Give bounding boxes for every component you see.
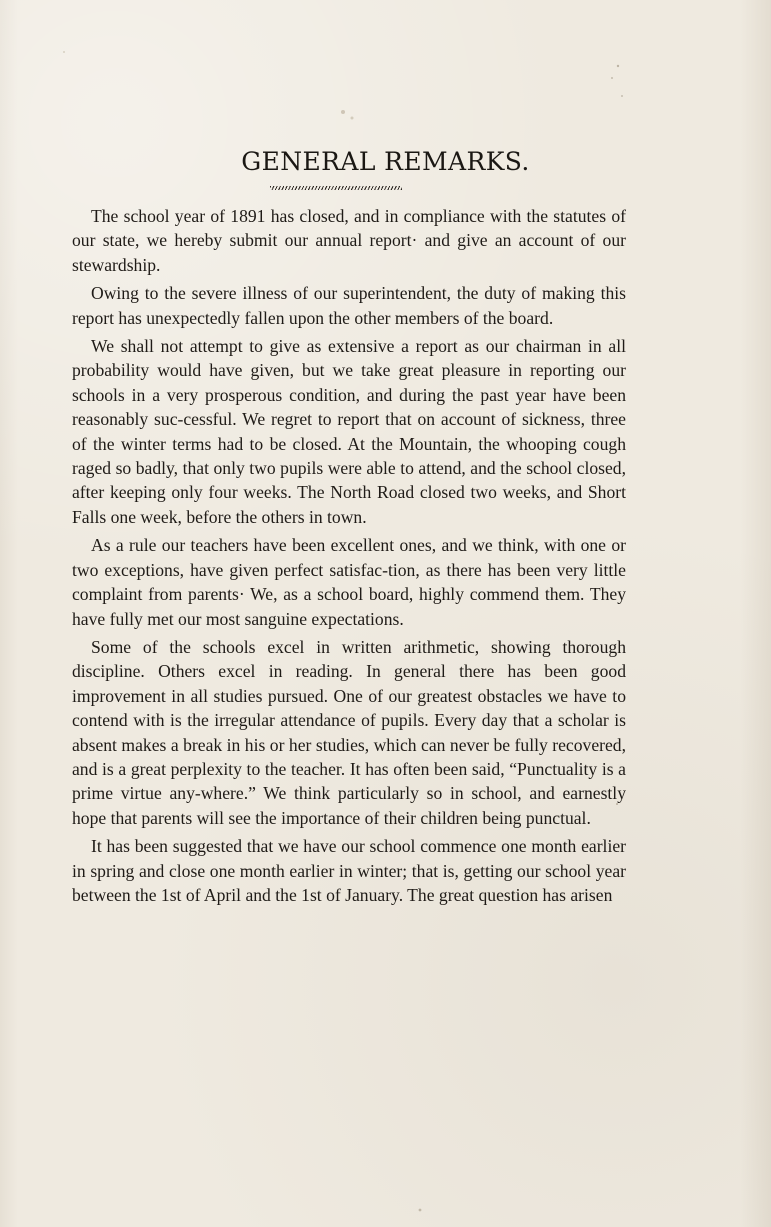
paragraph: As a rule our teachers have been excellent ones, and we think, with one or two exceptions, have given perfect satisfac-tion, as there has been very little complaint from parents· We, as a school board, highly commend them. They have fully met our most sanguine expectations.	[72, 535, 626, 629]
title-ornament-rule	[270, 186, 402, 190]
body-text	[72, 204, 626, 907]
paragraph: The school year of 1891 has closed, and in compliance with the statutes of our state, we hereby submit our annual report· and give an account of our stewardship.	[72, 206, 626, 275]
paragraph: Some of the schools excel in written arithmetic, showing thorough discipline. Others excel in reading. In general there has been good improvement in all studies pursued. One of our greatest obstacles we have to contend with is the irregular attendance of pupils. Every day that a scholar is absent makes a break in his or her studies, which can never be fully recovered, and is a great perplexity to the teacher. It has often been said, “Punctuality is a prime virtue any-where.” We think particularly so in school, and earnestly hope that parents will see the importance of their children being punctual.	[72, 636, 626, 828]
paragraph: It has been suggested that we have our school commence one month earlier in spring and close one month earlier in winter; that is, getting our school year between the 1st of April and the 1st of January. The great question has arisen	[72, 836, 626, 905]
page-title: GENERAL REMARKS.	[241, 147, 530, 176]
paragraph: Owing to the severe illness of our superintendent, the duty of making this report has unexpectedly fallen upon the other members of the board.	[72, 283, 626, 328]
paragraph: We shall not attempt to give as extensive a report as our chairman in all probability would have given, but we take great pleasure in reporting our schools in a very prosperous condition, and during the past year have been reasonably suc-cessful. We regret to report that on account of sickness, three of the winter terms had to be closed. At the Mountain, the whooping cough raged so badly, that only two pupils were able to attend, and the school closed, after keeping only four weeks. The North Road closed two weeks, and Short Falls one week, before the others in town.	[72, 336, 626, 527]
